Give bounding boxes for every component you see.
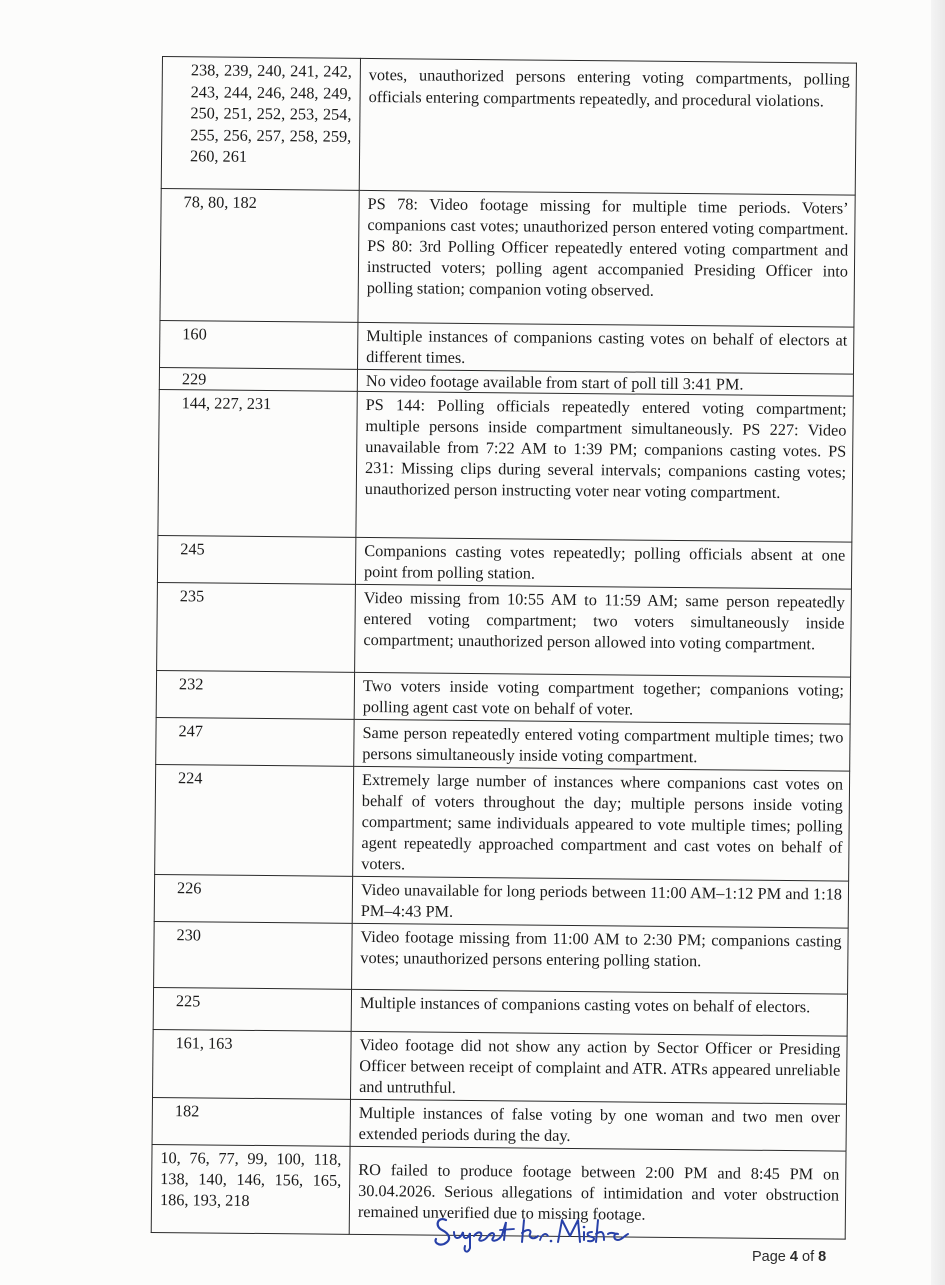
table-row [155, 764, 850, 881]
observation-description: PS 78: Video footage missing for multiple time periods. Voters’ companions cast votes; unauthorized person entered voting compartment. PS 80: 3rd Polling Officer repeatedly entered voting compartment and instructed voters; polling agent accompanied Presiding Officer into polling station; companion voting observed. [358, 190, 855, 327]
table-row [154, 921, 849, 994]
table-row [161, 57, 856, 196]
polling-station-numbers: 230 [154, 921, 353, 989]
polling-station-numbers: 144, 227, 231 [158, 389, 357, 537]
table-row [156, 717, 850, 771]
observation-description: Video unavailable for long periods between 11:00 AM–1:12 PM and 1:18 PM–4:43 PM. [352, 876, 848, 928]
observation-description: Multiple instances of companions casting votes on behalf of electors at different times. [358, 322, 854, 374]
page-edge-shadow [931, 0, 945, 1285]
polling-station-observations-table [151, 56, 857, 1240]
polling-station-numbers: 245 [157, 535, 355, 584]
polling-station-numbers: 160 [160, 320, 358, 369]
observation-description: Same person repeatedly entered voting compartment multiple times; two persons simultaneously inside voting compartment. [354, 719, 850, 771]
polling-station-numbers: 161, 163 [153, 1029, 352, 1099]
handwritten-signature [432, 1206, 652, 1256]
table-row [160, 188, 855, 327]
observation-description: Multiple instances of companions casting votes on behalf of electors. [351, 989, 847, 1036]
page-total: 8 [818, 1249, 827, 1265]
observation-description: Extremely large number of instances where companions cast votes on behalf of voters throughout the day; multiple persons inside voting compartment; same individuals appeared to vote multiple times; polling agent repeatedly approached compartment and cast votes on behalf of voters. [353, 766, 850, 881]
observation-description: No video footage available from start of poll till 3:41 PM. [357, 369, 853, 396]
observation-description: Multiple instances of false voting by one woman and two men over extended periods during the day. [350, 1099, 846, 1151]
table-row [153, 1029, 848, 1104]
observation-description: votes, unauthorized persons entering voting compartments, polling officials entering compartments repeatedly, and procedural violations. [359, 58, 856, 195]
observation-description: PS 144: Polling officials repeatedly entered voting compartment; multiple persons inside compartment simultaneously. PS 227: Video unavailable from 7:22 AM to 1:39 PM; companions casting votes. PS 231: Missing clips during several intervals; companions casting votes; unauthorized person instructing voter near voting compartment. [356, 391, 853, 542]
page-current: 4 [789, 1249, 798, 1265]
polling-station-numbers: 226 [154, 874, 352, 923]
table-row [154, 874, 848, 928]
table-row [157, 535, 851, 589]
observation-description: Two voters inside voting compartment together; companions voting; polling agent cast vote on behalf of voter. [354, 672, 850, 724]
polling-station-numbers: 229 [159, 367, 357, 391]
polling-station-numbers: 238, 239, 240, 241, 242, 243, 244, 246, 248, 249, 250, 251, 252, 253, 254, 255, 256, 257, 258, 259, 260, 261 [161, 57, 360, 191]
table-row [158, 389, 853, 542]
page-of: of [802, 1249, 815, 1265]
table-row [152, 1097, 846, 1151]
observation-description: Video footage did not show any action by Sector Officer or Presiding Officer between receipt of complaint and ATR. ATRs appeared unreliable and untruthful. [350, 1031, 847, 1104]
polling-station-numbers: 235 [157, 582, 356, 672]
observation-description: Companions casting votes repeatedly; polling officials absent at one point from polling station. [355, 537, 851, 589]
table-row [153, 987, 847, 1036]
table-row [156, 670, 850, 724]
polling-station-numbers: 225 [153, 987, 351, 1031]
polling-station-numbers: 232 [156, 670, 354, 719]
page-label: Page [752, 1249, 786, 1265]
polling-station-numbers: 10, 76, 77, 99, 100, 118, 138, 140, 146, 156, 165, 186, 193, 218 [151, 1144, 350, 1234]
polling-station-numbers: 224 [155, 764, 354, 876]
observation-description: RO failed to produce footage between 2:00 PM and 8:45 PM on 30.04.2026. Serious allegations of intimidation and voter obstruction remained unverified due to missing footage. [349, 1146, 846, 1239]
polling-station-numbers: 182 [152, 1097, 350, 1146]
table-row [160, 320, 854, 374]
polling-station-numbers: 247 [156, 717, 354, 766]
table-row [157, 582, 852, 677]
page-number [752, 1249, 826, 1265]
observation-description: Video footage missing from 11:00 AM to 2:30 PM; companions casting votes; unauthorized persons entering polling station. [352, 923, 849, 994]
observation-description: Video missing from 10:55 AM to 11:59 AM; same person repeatedly entered voting compartment; two voters simultaneously inside compartment; unauthorized person allowed into voting compartment. [355, 584, 852, 677]
polling-station-numbers: 78, 80, 182 [160, 188, 359, 322]
